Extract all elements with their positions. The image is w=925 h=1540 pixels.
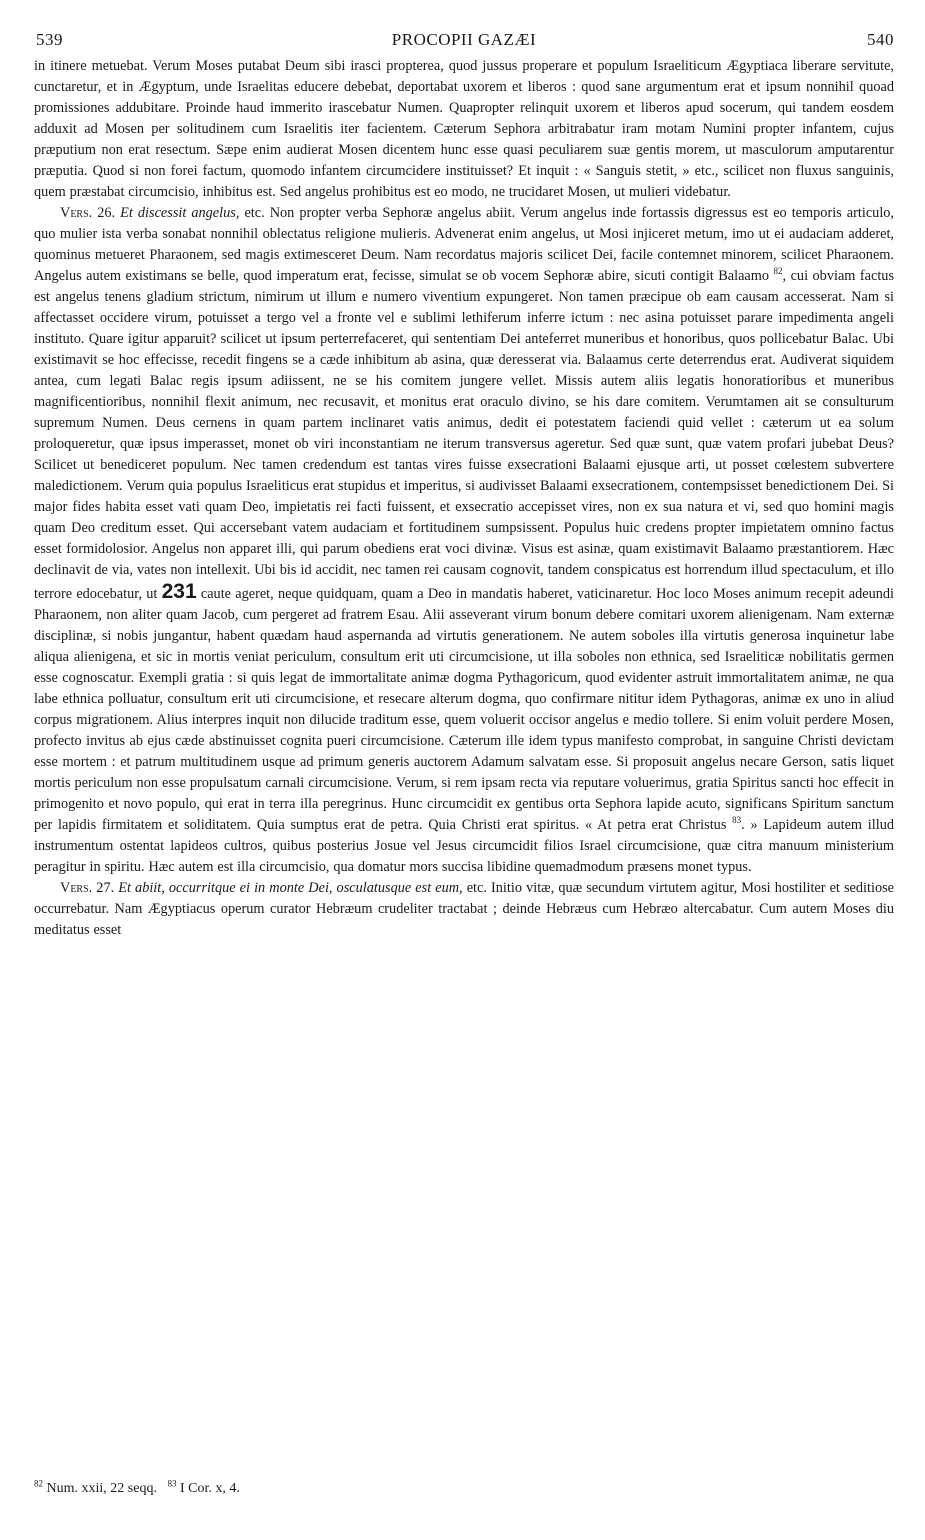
footnote-82 bbox=[34, 1478, 157, 1496]
paragraph-vers-26 bbox=[34, 203, 894, 878]
paragraph-text-continued-3: . » Lapideum autem illud instrumentum ostentat lapideos cultros, quibus posterius Josue vel Jesus circumcidit filios Israel circumcisione, quæ citra manuum ministerium peragitur in spiritu. Hæc autem est illa circumcisio, qua domatur mors succisa libidine quemadmodum præsens monet typus. bbox=[34, 817, 895, 875]
page-number-right: 540 bbox=[867, 30, 894, 49]
paragraph-text: etc. Non propter verba Sephoræ angelus abiit. Verum angelus inde fortassis digressus est eo temporis articulo, quo mulier ista verba sonabat nonnihil oblectatus religione mulieris. Advenerat enim angelus, ut Mosi injiceret metum, imo ut ei audaciam adderet, quominus metueret Pharaonem, sed magis extimesceret Deum. Nam recordatus majoris scilicet Dei, facile contemnet minorem, scilicet Pharaonem. Angelus autem existimans se belle, quod imperatum erat, fecisse, simulat se ob vocem Sephoræ abire, sicuti contigit Balaamo bbox=[34, 205, 895, 284]
main-text bbox=[34, 56, 894, 941]
footnote-mark: 82 bbox=[34, 1478, 43, 1489]
verse-marker: Vers. 27. bbox=[60, 880, 115, 896]
column-marker-231: 231 bbox=[161, 580, 197, 603]
running-header bbox=[34, 30, 894, 56]
footnote-mark: 83 bbox=[167, 1478, 177, 1489]
footnotes bbox=[34, 1480, 240, 1498]
paragraph-text: etc. Initio vitæ, quæ secundum virtutem agitur, Mosi hostiliter et seditiose occurrebatur. Nam Ægyptiacus operum curator Hebræum crudeliter tractabat ; deinde Hebræus cum Hebræo altercabatur. Cum autem Moses diu meditatus esset bbox=[34, 880, 895, 938]
verse-lemma: Et abiit, occurritque ei in monte Dei, osculatusque est eum, bbox=[118, 880, 463, 896]
paragraph-vers-27 bbox=[34, 878, 894, 941]
paragraph-text: in itinere metuebat. Verum Moses putabat Deum sibi irasci propterea, quod jussus properare et populum Israeliticum Ægyptiaca liberare servitute, cunctaretur, et in Ægyptum, unde Israelitas educere debebat, deportabat uxorem et liberos : quod sane argumentum erat et ipsum nonnihil quoad promissiones addubitare. Proinde haud immerito irascebatur Numen. Quapropter relinquit uxorem et liberos apud socerum, qui tandem eosdem adduxit ad Mosen per solitudinem cum Israelitis iter facientem. Cæterum Sephora arbitrabatur iram motam Numini propter infantem, cujus præputium non erat resectum. Sæpe enim audierat Mosen dicentem hunc esse quasi peculiarem suæ gentis morem, ut masculorum amputarentur præputia. Quod si non forei factum, quomodo infantem circumcidere instituisset? Et inquit : « Sanguis stetit, » etc., scilicet non fluxus sanguinis, quem præstabat circumcisio, inhibitus est. Sed angelus prohibitus est eo modo, ne trucidaret Mosen, ut mulieri videbatur. bbox=[34, 58, 894, 200]
page bbox=[34, 30, 895, 1496]
footnote-ref-83[interactable]: 83 bbox=[732, 815, 742, 826]
verse-marker: Vers. 26. bbox=[60, 205, 116, 221]
verse-lemma: Et discessit angelus, bbox=[120, 205, 240, 221]
paragraph-text-continued: , cui obviam factus est angelus tenens gladium strictum, nimirum ut illum e numero viventium expungeret. Non tamen præcipue ob eam causam accesserat. Nam si affectasset occidere virum, potuisset a tergo vel a fronte vel e sublimi lethiferum inferre ictum : nec asina potuisset parare impedimenta angeli instituto. Quare igitur apparuit? scilicet ut ipsum perterrefaceret, qui sententiam Dei anteferret muneribus et honoribus, quos pollicebatur Balac. Ubi existimavit se hoc effecisse, recedit fingens se a cæde inhibitum ab asina, quæ deresserat via. Balaamus certe deterrendus erat. Audiverat siquidem antea, cum legati Balac regis ipsum adiissent, ne se his comitem jungere vellet. Missis autem aliis legatis honoratioribus et muneribus magnificentioribus, nonnihil flexit animum, nec recusavit, et monitus erat oraculo divino, se his dare comitem. Verumtamen ait se consulturum supremum Numen. Deus cernens in quam partem inclinaret vatis animus, dedit ei potestatem faciendi quid vellet : cæterum ut ea solum proloqueretur, quæ ipsus imperasset, monet ob viri inconstantiam ne iterum transversus ageretur. Sed quæ sunt, quæ vatem profari jubebat Deus? Scilicet ut benediceret populum. Nec tamen credendum est tantas vires fuisse exsecrationi Balaami ejusque arti, ut posset cœlestem subvertere maledictionem. Verum quia populus Israeliticus erat stupidus et imperitus, si audivisset Balaami exsecrationem, contempsisset benedictionem Dei. Si major fides habita esset vati quam Deo, impietatis rei facti fuissent, et exsecratio accepisset vires, non ex sua natura et vi, sed quo homini magis quam Deo creditum esset. Qui accersebant vatem audaciam et fortitudinem sumpsissent. Populus huic credens propter impietatem omnino factus esset formidolosior. Angelus non apparet illi, qui parum obediens erat voci divinæ. Visus est asinæ, quam existimavit Balaamo præstantiorem. Hæc declinavit de via, vates non intellexit. Ubi bis id accidit, nec tamen rei causam cognovit, tandem conspicatus est horrendum illud spectaculum, et illo terrore edocebatur, ut bbox=[34, 268, 895, 602]
paragraph-1 bbox=[34, 56, 894, 203]
page-number-left: 539 bbox=[36, 30, 63, 49]
running-title: PROCOPII GAZÆI bbox=[391, 30, 537, 49]
paragraph-text-continued-2: caute ageret, neque quidquam, quam a Deo in mandatis haberet, vaticinaretur. Hoc loco Moses animum recepit adeundi Pharaonem, non aliter quam Jacob, cum pergeret ad fratrem Esau. Alii asseverant virum bonum debere comitari uxorem alienigenam. Nam externæ disciplinæ, si nobis jungantur, habent quædam haud aspernanda ad virtutis generationem. Ne autem soboles illa virtutis generosa inquinetur labe aliqua alienigena, et sic in mortis veniat periculum, consultum erit uti circumcisione, ut illa soboles non ethnica, sed Israeliticæ nobilitatis germen esse cognoscatur. Exempli gratia : si quis legat de immortalitate animæ dogma Pythagoricum, quod evidenter astruit immortalitatem animæ, ne qua labe ethnica polluatur, consultum erit uti circumcisione, et resecare alterum dogma, quo confirmare nititur idem Pythagoras, animæ ex uno in aliud corpus migrationem. Alius interpres inquit non dilucide traditum esse, quem voluerit occisor angelus e medio tollere. Si enim voluit perdere Mosen, profecto invitus ab ejus cæde abstinuisset cognita pueri circumcisione. Cæterum ille idem typus manifesto comprobat, in sanguine Christi devictam esse mortem : et patrum multitudinem usque ad primum generis auctorem Adamum salvatam esse. Si proposuit angelus necare Gerson, satis liquet mortis periculum non esse propulsatum carnali circumcisione. Verum, si rem ipsam recta via reputare voluerimus, gratia Spiritus sancti hoc effecit in primogenito et novo populo, qui erat in terra illa peregrinus. Hunc circumcidit ex gentibus orta Sephora lapide acuto, significans Spiritum sanctum per lapidis firmitatem et soliditatem. Quia sumptus erat de petra. Quia Christi erat spiritus. « At petra erat Christus bbox=[34, 586, 894, 833]
footnote-83 bbox=[167, 1478, 240, 1496]
footnote-text: I Cor. x, 4. bbox=[176, 1481, 240, 1496]
footnote-ref-82[interactable]: 82 bbox=[773, 266, 783, 277]
footnote-text: Num. xxii, 22 seqq. bbox=[43, 1481, 157, 1496]
